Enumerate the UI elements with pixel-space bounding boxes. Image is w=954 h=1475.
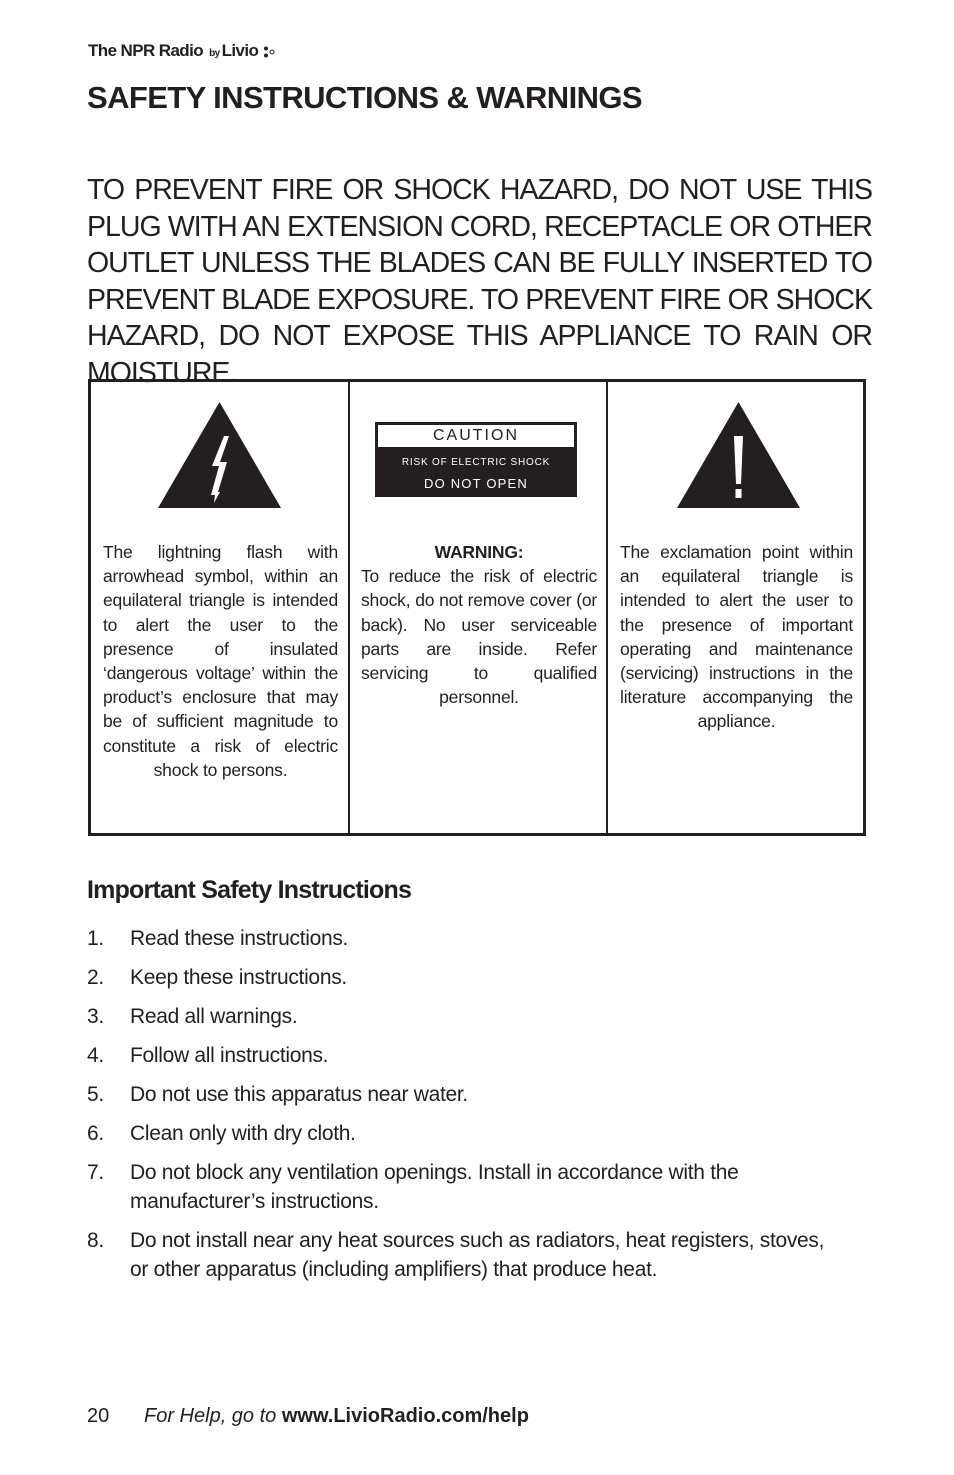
page-number: 20	[87, 1405, 110, 1427]
fire-shock-warning: TO PREVENT FIRE OR SHOCK HAZARD, DO NOT USE THIS PLUG WITH AN EXTENSION CORD, RECEPTACLE OR OTHER OUTLET UNLESS THE BLADES CAN BE FULLY INSERTED TO PREVENT BLADE EXPOSURE. TO PREVENT FIRE OR SHOCK HAZARD, DO NOT EXPOSE THIS APPLIANCE TO RAIN OR MOISTURE.	[87, 174, 872, 389]
list-item	[87, 1226, 827, 1284]
list-item-number: 1.	[87, 927, 104, 950]
exclamation-triangle-icon	[675, 400, 802, 510]
warning-heading: WARNING:	[434, 542, 524, 562]
brand-by: by	[209, 48, 220, 59]
page-title: SAFETY INSTRUCTIONS & WARNINGS	[87, 80, 642, 115]
safety-instructions-heading: Important Safety Instructions	[87, 876, 412, 904]
list-item-number: 4.	[87, 1044, 104, 1067]
list-item-text: Read all warnings.	[130, 1005, 298, 1028]
caution-symbol-cell	[350, 382, 608, 833]
list-item	[87, 1158, 827, 1216]
lightning-description: The lightning flash with arrowhead symbol, within an equilateral triangle is intended to alert the user to the presence of insulated ‘dangerous voltage’ within the product’s enclosure that may be of sufficient magnitude to constitute a risk of electric shock to persons.	[103, 542, 338, 780]
list-item-text: Keep these instructions.	[130, 966, 347, 989]
livio-dots-icon	[263, 46, 275, 58]
lightning-symbol-cell	[91, 382, 350, 833]
brand-name: Livio	[221, 41, 259, 60]
brand-logo	[88, 41, 275, 61]
list-item	[87, 1080, 827, 1109]
caution-label-title: CAUTION	[378, 425, 574, 447]
warning-text: To reduce the risk of electric shock, do not remove cover (or back). No user serviceable parts are inside. Refer servicing to qualified personnel.	[361, 566, 597, 708]
safety-instructions-list	[87, 924, 827, 1294]
list-item-number: 2.	[87, 966, 104, 989]
caution-label-risk: RISK OF ELECTRIC SHOCK	[401, 457, 551, 468]
list-item-number: 8.	[87, 1229, 104, 1252]
list-item	[87, 1002, 827, 1031]
list-item-number: 3.	[87, 1005, 104, 1028]
list-item-text: Read these instructions.	[130, 927, 349, 950]
warning-description	[361, 540, 597, 709]
brand-prefix: The NPR Radio	[88, 41, 203, 60]
list-item-number: 5.	[87, 1083, 104, 1106]
list-item-text: Do not install near any heat sources such as radiators, heat registers, stoves, or other apparatus (including amplifiers) that produce heat.	[130, 1229, 825, 1281]
help-text: For Help, go to	[144, 1405, 277, 1427]
caution-label-do-not-open: DO NOT OPEN	[424, 476, 528, 491]
list-item-text: Follow all instructions.	[130, 1044, 329, 1067]
list-item-number: 6.	[87, 1122, 104, 1145]
caution-label	[375, 422, 577, 497]
list-item-text: Do not block any ventilation openings. Install in accordance with the manufacturer’s instructions.	[130, 1161, 739, 1213]
page-footer	[87, 1405, 529, 1428]
list-item	[87, 963, 827, 992]
list-item	[87, 1041, 827, 1070]
list-item-number: 7.	[87, 1161, 104, 1184]
safety-symbols-table	[88, 379, 866, 836]
lightning-triangle-icon	[156, 400, 283, 510]
list-item-text: Clean only with dry cloth.	[130, 1122, 356, 1145]
list-item-text: Do not use this apparatus near water.	[130, 1083, 468, 1106]
exclamation-description: The exclamation point within an equilateral triangle is intended to alert the user to the presence of important operating and maintenance (servicing) instructions in the literature accompanying the appliance.	[620, 542, 853, 732]
exclamation-symbol-cell	[608, 382, 863, 833]
help-url-link[interactable]: www.LivioRadio.com/help	[281, 1405, 529, 1427]
list-item	[87, 924, 827, 953]
list-item	[87, 1119, 827, 1148]
